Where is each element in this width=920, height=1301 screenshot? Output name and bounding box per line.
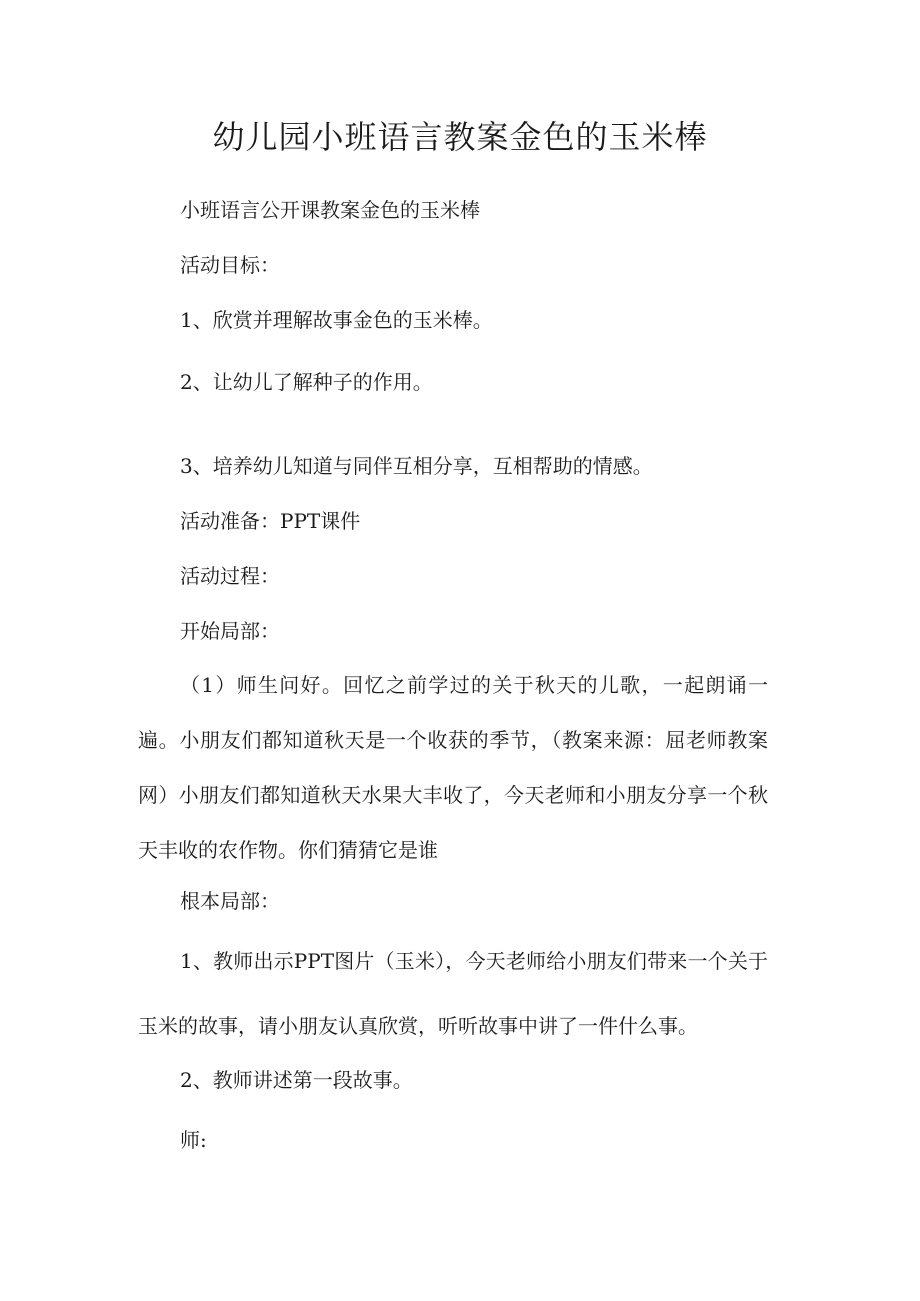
goal-item-1: 1、欣赏并理解故事金色的玉米棒。 [180, 308, 493, 332]
start-section-heading: 开始局部： [180, 619, 280, 643]
preparation-line: 活动准备：PPT课件 [180, 509, 361, 533]
goal-item-3: 3、培养幼儿知道与同伴互相分享，互相帮助的情感。 [180, 454, 653, 478]
goals-heading: 活动目标： [180, 253, 280, 277]
document-subtitle: 小班语言公开课教案金色的玉米棒 [180, 198, 480, 222]
start-section-paragraph: （1）师生问好。回忆之前学过的关于秋天的儿歌，一起朗诵一遍。小朋友们都知道秋天是一个收获的季节，（教案来源：屈老师教案网）小朋友们都知道秋天水果大丰收了，今天老师和小朋友分享一个秋天丰收的农作物。你们猜猜它是谁 [138, 673, 768, 862]
basic-section-paragraph: 1、教师出示PPT图片（玉米），今天老师给小朋友们带来一个关于玉米的故事，请小朋友认真欣赏，听听故事中讲了一件什么事。 [138, 949, 768, 1038]
process-heading: 活动过程： [180, 564, 280, 588]
teacher-label: 师: [180, 1128, 207, 1152]
basic-section-heading: 根本局部： [180, 889, 280, 913]
goal-item-2: 2、让幼儿了解种子的作用。 [180, 370, 433, 394]
document-title: 幼儿园小班语言教案金色的玉米棒 [212, 118, 708, 156]
step-2-line: 2、教师讲述第一段故事。 [180, 1068, 413, 1092]
